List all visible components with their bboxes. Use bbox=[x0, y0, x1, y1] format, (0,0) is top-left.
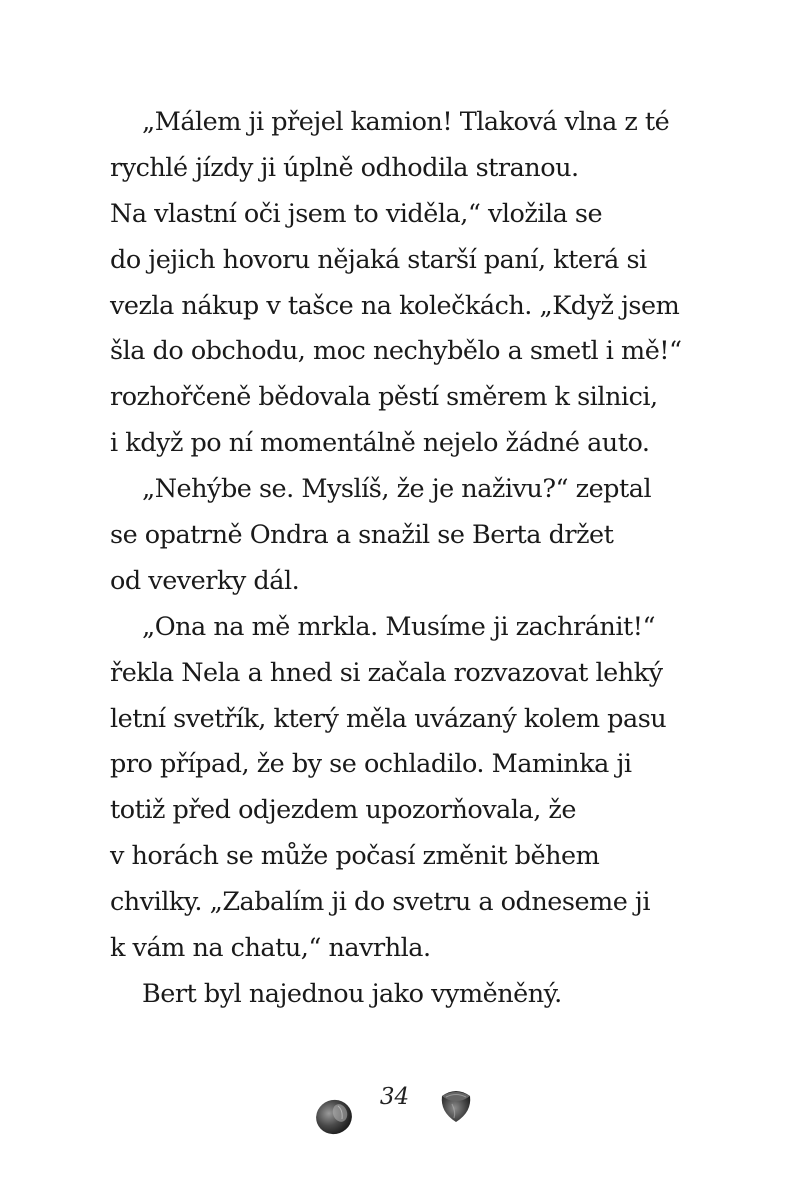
text-line: se opatrně Ondra a snažil se Berta držet bbox=[110, 520, 614, 551]
text-line: v horách se může počasí změnit během bbox=[110, 841, 600, 872]
page-number: 34 bbox=[379, 1084, 410, 1110]
text-line: řekla Nela a hned si začala rozvazovat lehký bbox=[110, 657, 663, 688]
text-line: totiž před odjezdem upozorňovala, že bbox=[110, 795, 576, 826]
page-footer bbox=[0, 1078, 789, 1138]
text-line: k vám na chatu,“ navrhla. bbox=[110, 933, 431, 964]
text-line: do jejich hovoru nějaká starší paní, která si bbox=[110, 244, 647, 275]
text-line: pro případ, že by se ochladilo. Maminka ji bbox=[110, 749, 632, 780]
hazelnut-icon bbox=[434, 1082, 478, 1126]
text-line: rozhořčeně bědovala pěstí směrem k silnici, bbox=[110, 382, 658, 413]
text-line: i když po ní momentálně nejelo žádné auto. bbox=[110, 428, 650, 459]
text-line: Na vlastní oči jsem to viděla,“ vložila se bbox=[110, 198, 603, 229]
text-line: šla do obchodu, moc nechybělo a smetl i mě!“ bbox=[110, 336, 682, 367]
text-line: „Málem ji přejel kamion! Tlaková vlna z té bbox=[142, 107, 670, 137]
text-line: od veverky dál. bbox=[110, 565, 300, 596]
text-line: letní svetřík, který měla uvázaný kolem pasu bbox=[110, 703, 667, 734]
text-line: chvilky. „Zabalím ji do svetru a odneseme ji bbox=[110, 887, 650, 918]
text-line: „Nehýbe se. Myslíš, že je naživu?“ zeptal bbox=[142, 474, 652, 505]
text-line: „Ona na mě mrkla. Musíme ji zachránit!“ bbox=[142, 611, 656, 642]
text-line: vezla nákup v tašce na kolečkách. „Když jsem bbox=[110, 290, 680, 321]
text-line: Bert byl najednou jako vyměněný. bbox=[142, 978, 562, 1009]
text-line: rychlé jízdy ji úplně odhodila stranou. bbox=[110, 152, 579, 183]
body-text bbox=[110, 100, 690, 1018]
